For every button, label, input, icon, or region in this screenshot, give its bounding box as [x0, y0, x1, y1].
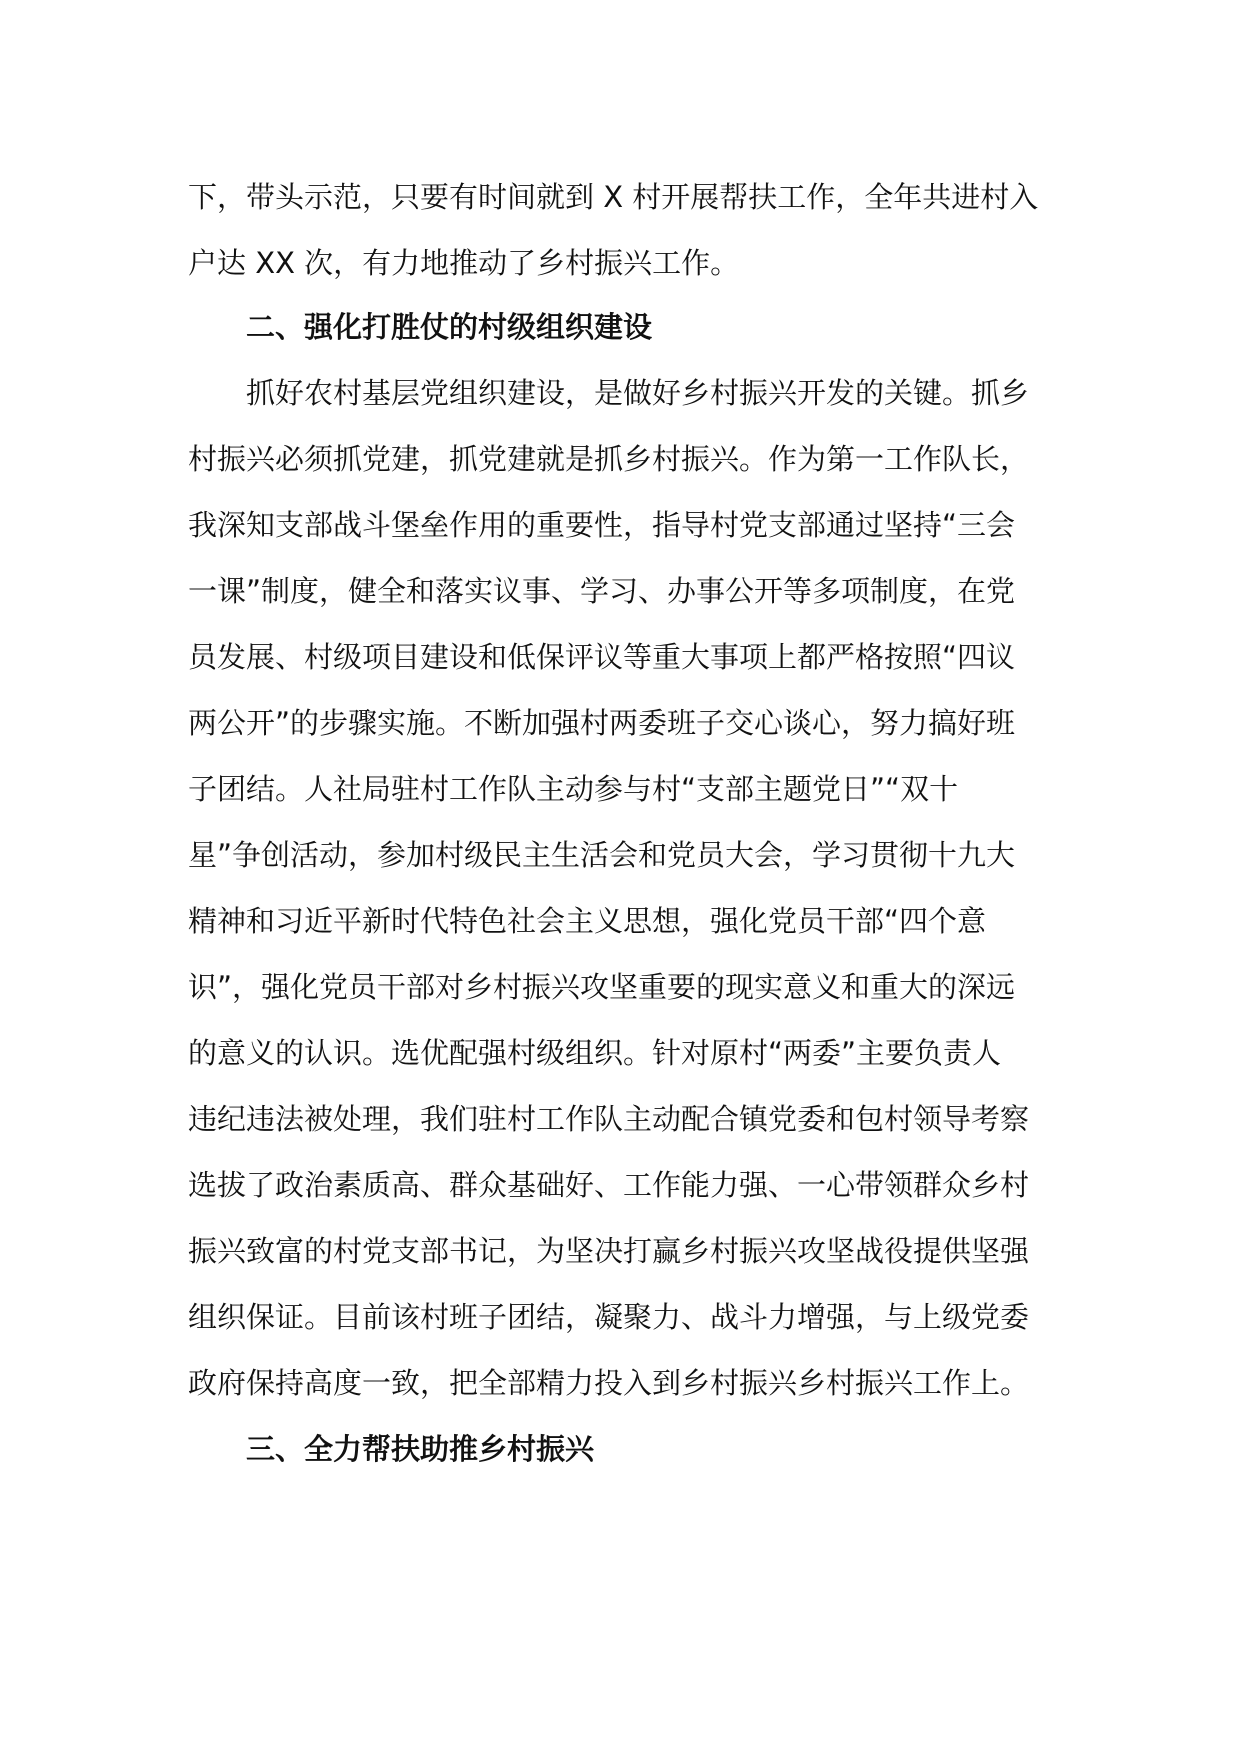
text-line-18: 组织保证。目前该村班子团结，凝聚力、战斗力增强，与上级党委 [188, 1300, 1030, 1334]
text-line-11: 星”争创活动，参加村级民主生活会和党员大会，学习贯彻十九大 [188, 838, 1016, 872]
text-line-19: 政府保持高度一致，把全部精力投入到乡村振兴乡村振兴工作上。 [188, 1366, 1030, 1400]
text-line-12: 精神和习近平新时代特色社会主义思想，强化党员干部“四个意 [188, 904, 987, 938]
text-line-10: 子团结。人社局驻村工作队主动参与村“支部主题党日”“双十 [188, 772, 959, 806]
text-line-16: 选拔了政治素质高、群众基础好、工作能力强、一心带领群众乡村 [188, 1168, 1030, 1202]
text-line-5: 村振兴必须抓党建，抓党建就是抓乡村振兴。作为第一工作队长， [188, 442, 1030, 476]
text-line-13: 识”，强化党员干部对乡村振兴攻坚重要的现实意义和重大的深远 [188, 970, 1016, 1004]
text-line-15: 违纪违法被处理，我们驻村工作队主动配合镇党委和包村领导考察 [188, 1102, 1030, 1136]
section-heading-2: 二、强化打胜仗的村级组织建设 [246, 310, 653, 344]
text-line-6: 我深知支部战斗堡垒作用的重要性，指导村党支部通过坚持“三会 [188, 508, 1016, 542]
text-line-9: 两公开”的步骤实施。不断加强村两委班子交心谈心，努力搞好班 [188, 706, 1016, 740]
text-line-17: 振兴致富的村党支部书记，为坚决打赢乡村振兴攻坚战役提供坚强 [188, 1234, 1030, 1268]
text-line-8: 员发展、村级项目建设和低保评议等重大事项上都严格按照“四议 [188, 640, 1016, 674]
text-line-2: 户达 XX 次，有力地推动了乡村振兴工作。 [188, 246, 740, 280]
text-line-1: 下，带头示范，只要有时间就到 X 村开展帮扶工作，全年共进村入 [188, 180, 1039, 214]
paragraph-first-line: 抓好农村基层党组织建设，是做好乡村振兴开发的关键。抓乡 [246, 376, 1030, 410]
text-line-7: 一课”制度，健全和落实议事、学习、办事公开等多项制度，在党 [188, 574, 1016, 608]
section-heading-3: 三、全力帮扶助推乡村振兴 [246, 1432, 595, 1466]
text-line-14: 的意义的认识。选优配强村级组织。针对原村“两委”主要负责人 [188, 1036, 1002, 1070]
